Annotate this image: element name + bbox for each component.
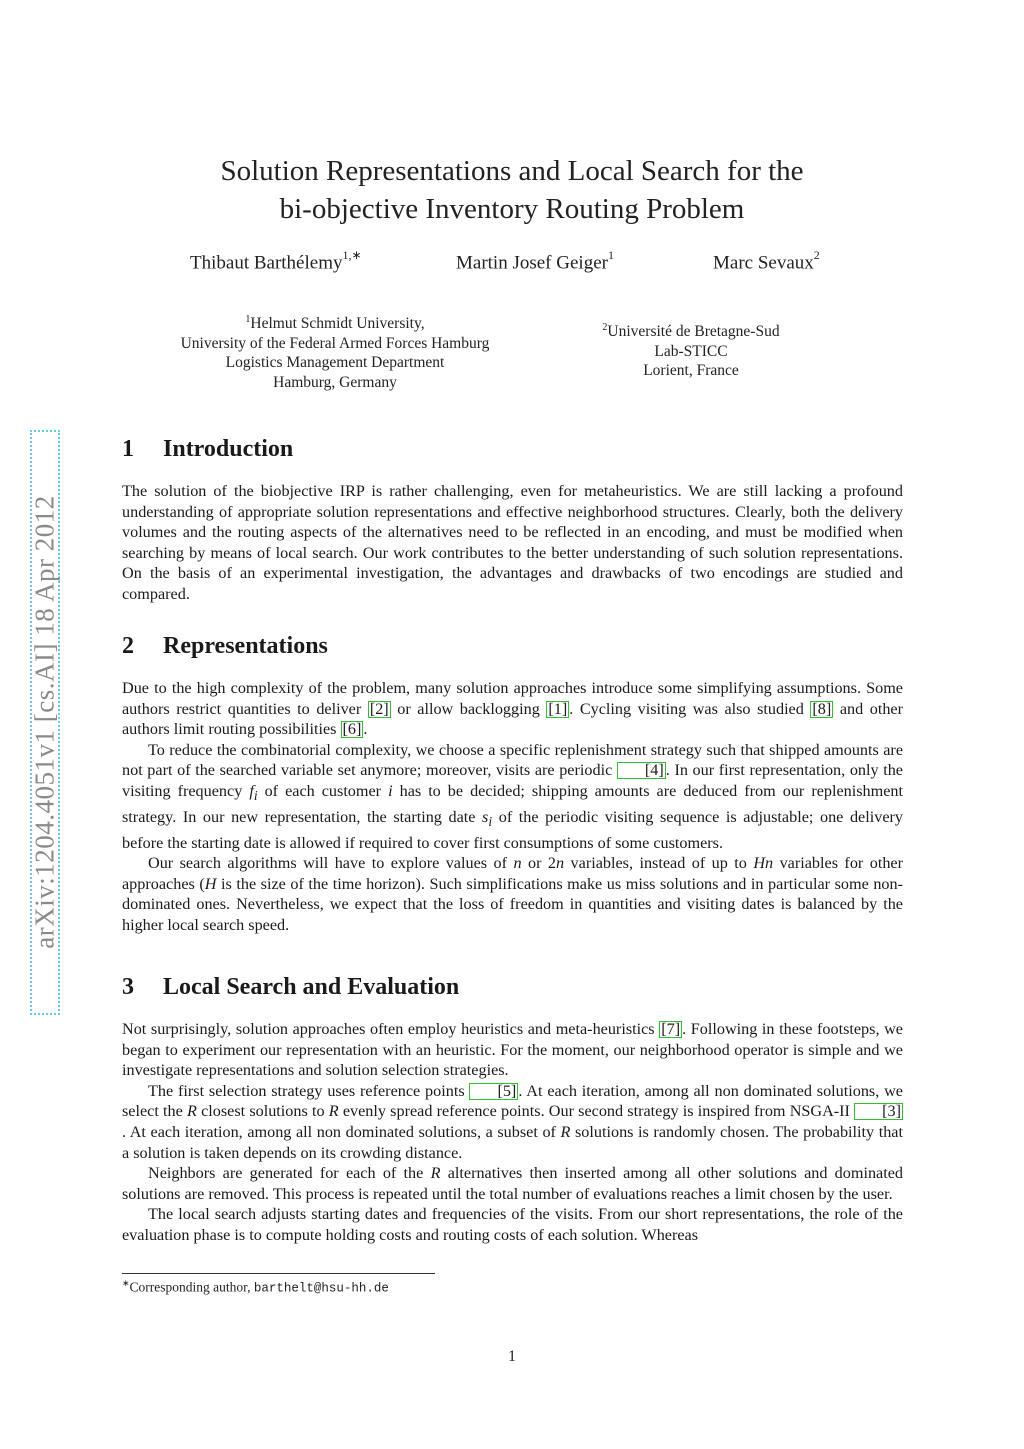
citation-link[interactable]: [5] [469, 1083, 518, 1100]
section-body-local-search [122, 1019, 903, 1246]
paragraph: Due to the high complexity of the problem, many solution approaches introduce some simplifying assumptions. Some authors restrict quantities to deliver [2] or allow backlogging [1] . Cycling visiting was also studied [8] and other authors limit routing possibilities [6] . [122, 679, 903, 739]
section-heading-representations: 2 Representations [122, 633, 328, 659]
affiliation-2: $^2$Université de Bretagne-Sud Lab-STICC Lorient, France [602, 322, 780, 380]
arxiv-identifier[interactable]: arXiv:1204.4051v1 [cs.AI] 18 Apr 2012 [29, 495, 60, 949]
citation-link[interactable]: [6] [342, 720, 362, 739]
title-line-2: bi-objective Inventory Routing Problem [279, 193, 745, 225]
section-heading-local-search: 3 Local Search and Evaluation [122, 974, 460, 1000]
footnote-rule [122, 1273, 435, 1274]
paragraph: The local search adjusts starting dates and frequencies of the visits. From our short representations, the role of the evaluation phase is to compute holding costs and routing costs of each solution. Whereas [122, 1205, 903, 1244]
section-heading-introduction: 1 Introduction [122, 436, 294, 462]
affiliation-1: $^1$Helmut Schmidt University, University of the Federal Armed Forces Hamburg Logistics Management Department Hamburg, Germany [180, 314, 490, 391]
paragraph: The first selection strategy uses reference points [5] . At each iteration, among all non dominated solutions, we select the R closest solutions to R evenly spread reference points. Our second strategy is inspired from NSGA-II [3]. At each iteration, among all non dominated solutions, a subset of R solutions is randomly chosen. The probability that a solution is taken depends on its crowding distance. [122, 1081, 903, 1162]
citation-link[interactable]: [2] [369, 699, 389, 718]
section-body-introduction [122, 481, 903, 605]
author-2: Martin Josef Geiger$^1$ [456, 248, 614, 274]
paragraph: The solution of the biobjective IRP is rather challenging, even for metaheuristics. We are still lacking a profound understanding of appropriate solution representations and effective neighborhood structures. Clearly, both the delivery volumes and the routing aspects of the alternatives need to be reflected in an encoding, and must be modified when searching by means of local search. Our work contributes to the better understanding of such solution representations. On the basis of an experimental investigation, the advantages and drawbacks of two encodings are studied and compared. [122, 482, 903, 603]
footnote: ∗Corresponding author, barthelt@hsu-hh.de [122, 1278, 389, 1296]
paragraph: Not surprisingly, solution approaches often employ heuristics and meta-heuristics [7] . Following in these footsteps, we began to experiment our representation with an heuristic. For the moment, our neighborhood operator is simple and we investigate representations and solution selection strategies. [122, 1020, 903, 1080]
citation-link[interactable]: [4] [617, 762, 666, 779]
citation-link[interactable]: [8] [812, 699, 832, 718]
paragraph: Our search algorithms will have to explore values of n or 2n variables, instead of up to Hn variables for other approaches (H is the size of the time horizon). Such simplifications make us miss solutions and in particular some non-dominated ones. Nevertheless, we expect that the loss of freedom in quantities and visiting dates is balanced by the higher local search speed. [122, 854, 904, 934]
author-1: Thibaut Barthélemy$^{1,∗}$ [190, 248, 362, 274]
citation-link[interactable]: [7] [661, 1020, 681, 1038]
paper-title [0, 152, 1024, 228]
paragraph: Neighbors are generated for each of the R alternatives then inserted among all other solutions and dominated solutions are removed. This process is repeated until the total number of evaluations reaches a limit chosen by the user. [122, 1164, 904, 1203]
citation-link[interactable]: [3] [854, 1103, 903, 1120]
page-number: 1 [508, 1348, 516, 1365]
author-3: Marc Sevaux$^2$ [713, 248, 820, 274]
paragraph: To reduce the combinatorial complexity, we choose a specific replenishment strategy such that shipped amounts are not part of the searched variable set anymore; moreover, visits are periodic [4] . In our first representation, only the visiting frequency $f_i$ of each customer i has to be decided; shipping amounts are deduced from our replenishment strategy. In our new representation, the starting date $s_i$ of the periodic visiting sequence is adjustable; one delivery before the starting date is allowed if required to cover first consumptions of some customers. [122, 740, 904, 852]
email-link[interactable]: barthelt@hsu-hh.de [253, 1281, 389, 1296]
citation-link[interactable]: [1] [548, 699, 568, 718]
title-line-1: Solution Representations and Local Search for the [220, 155, 804, 187]
section-body-representations [122, 678, 903, 936]
